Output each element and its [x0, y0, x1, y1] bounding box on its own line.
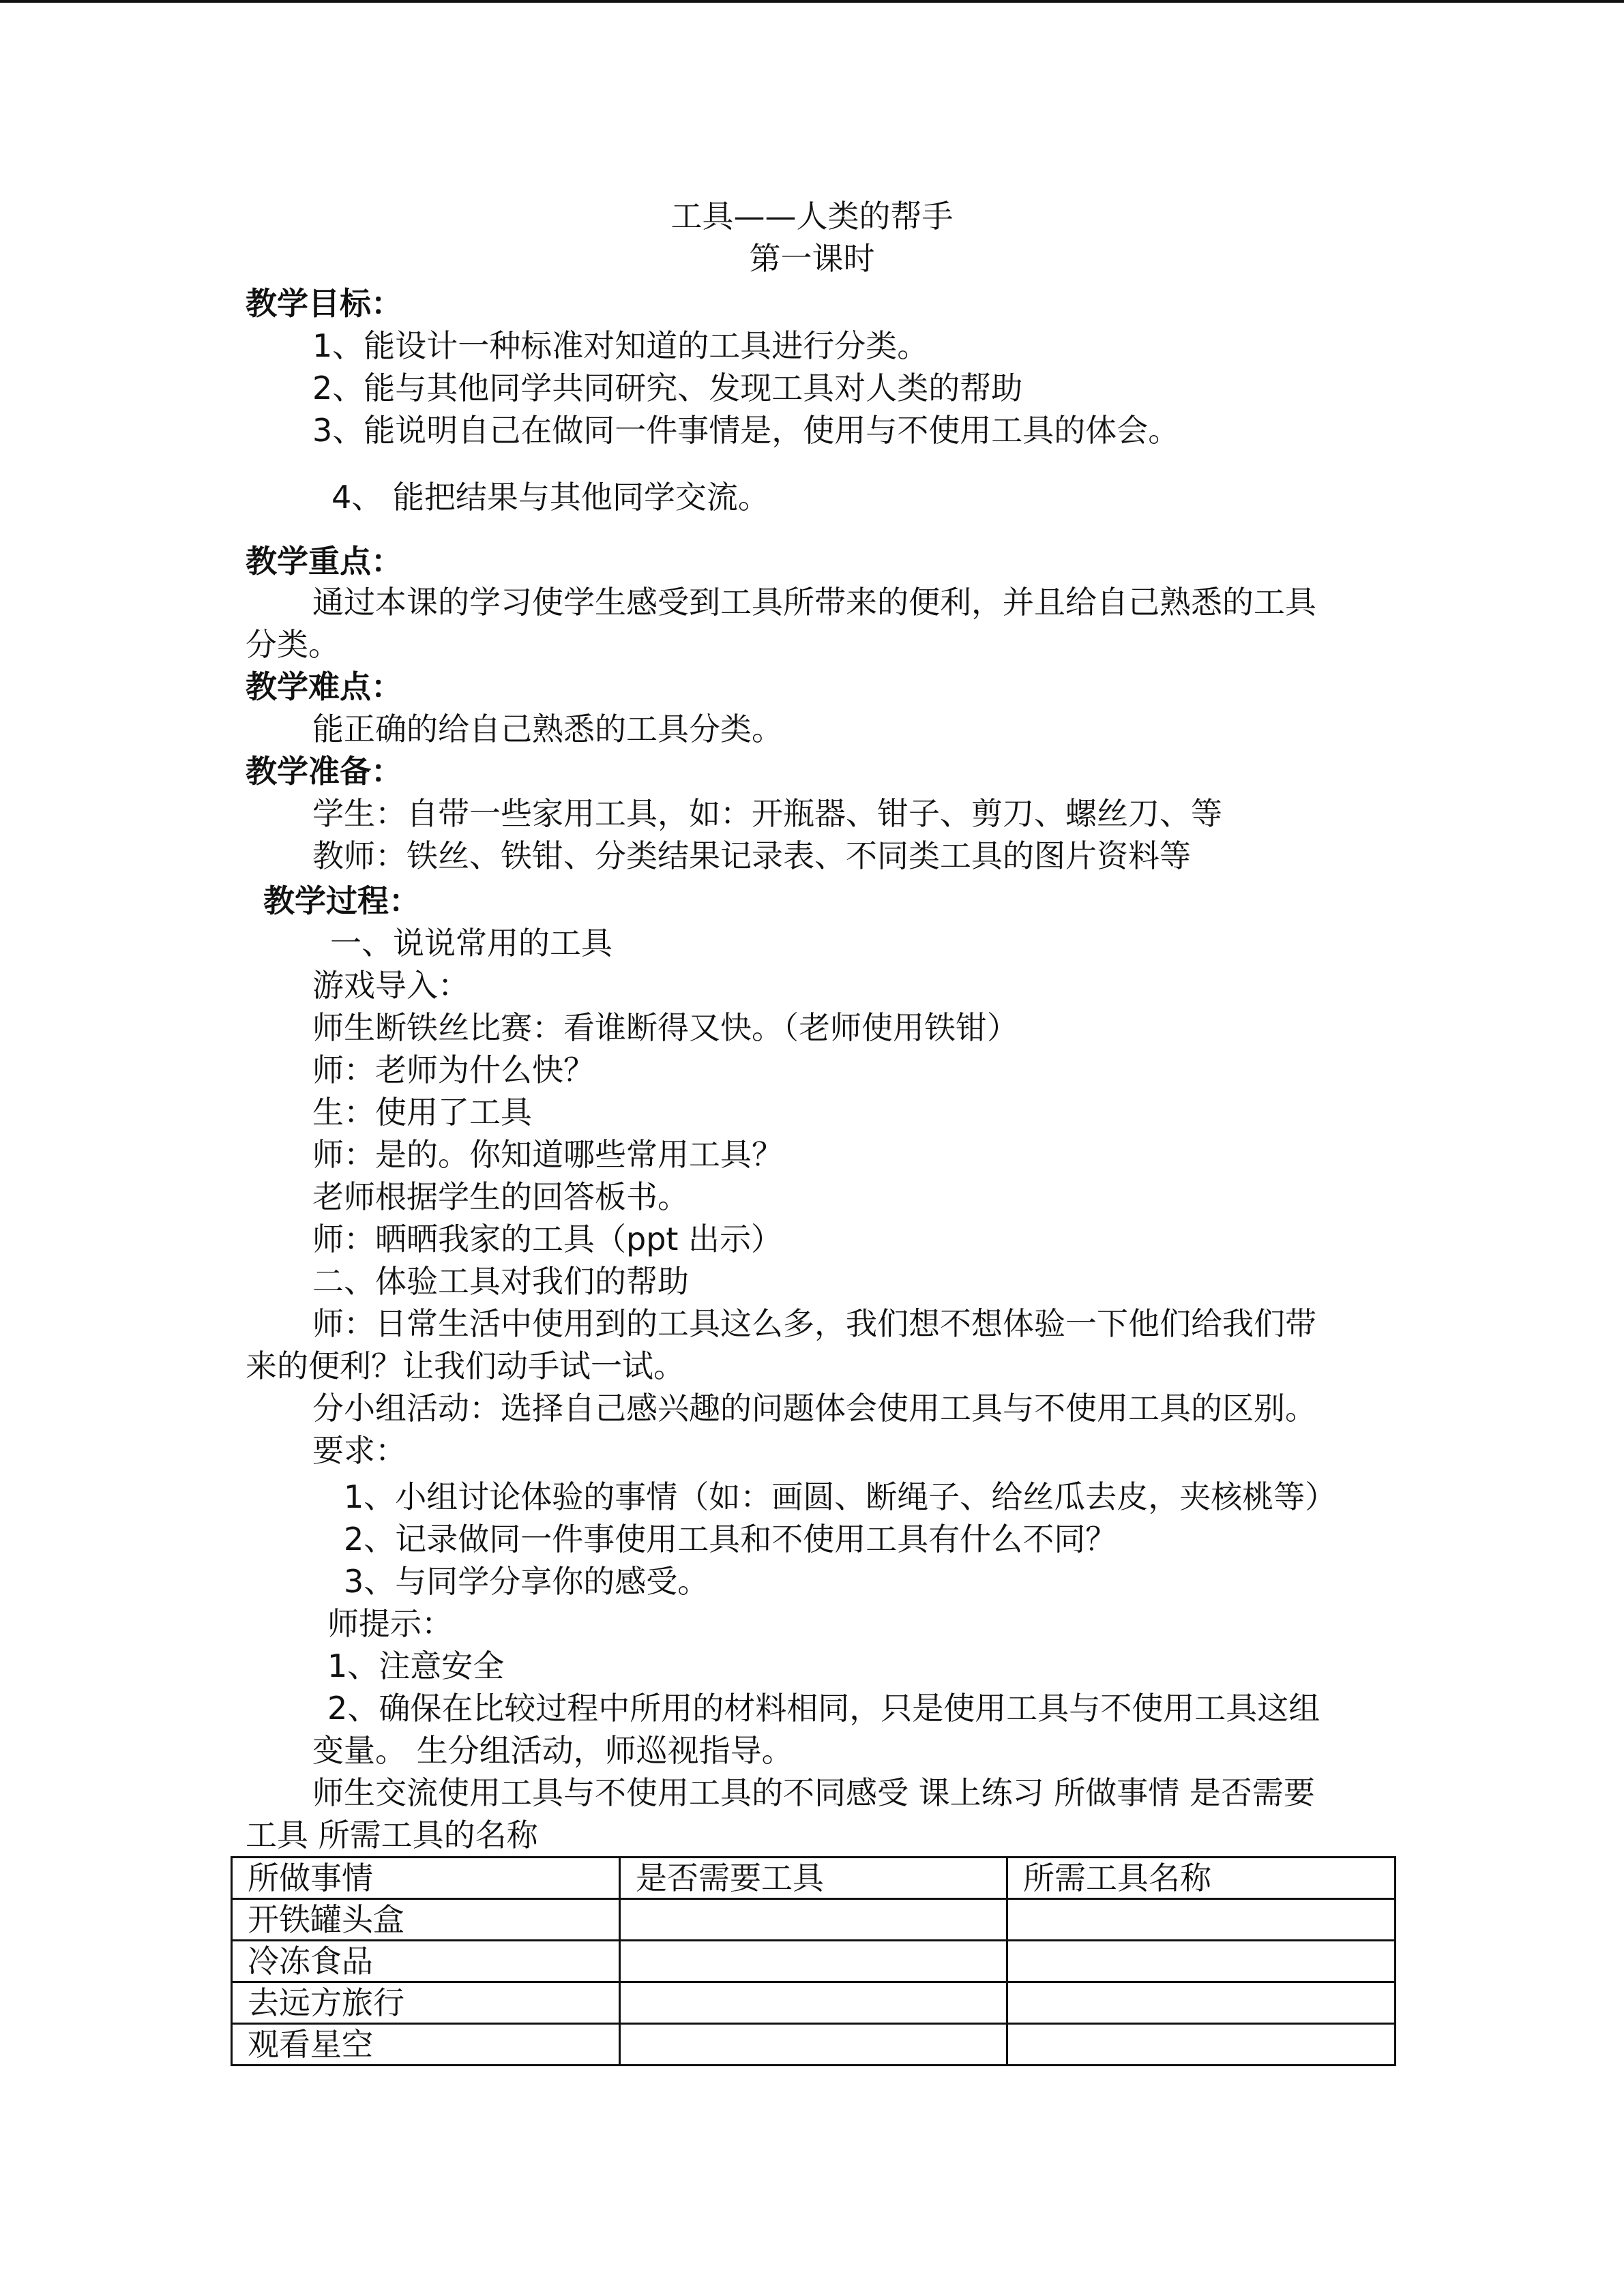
- table-cell: [620, 2024, 1007, 2066]
- table-header-cell: 是否需要工具: [620, 1858, 1007, 1899]
- objective-item: 3、能说明自己在做同一件事情是，使用与不使用工具的体会。: [312, 412, 1180, 449]
- process-line: 1、注意安全: [327, 1648, 505, 1684]
- table-cell: 开铁罐头盒: [232, 1899, 620, 1941]
- objectives-heading: 教学目标：: [246, 285, 402, 322]
- table-cell: [620, 1982, 1007, 2024]
- table-header-row: [232, 1858, 1396, 1899]
- process-line: 老师根据学生的回答板书。: [312, 1178, 689, 1215]
- key-point-text: 分类。: [246, 626, 340, 663]
- process-line: 2、记录做同一件事使用工具和不使用工具有什么不同？: [344, 1521, 1117, 1557]
- preparation-teacher: 教师：铁丝、铁钳、分类结果记录表、不同类工具的图片资料等: [312, 837, 1191, 874]
- objective-item: 1、能设计一种标准对知道的工具进行分类。: [312, 327, 929, 364]
- table-cell: [1007, 1899, 1396, 1941]
- practice-table: [231, 1856, 1396, 2066]
- difficulty-text: 能正确的给自己熟悉的工具分类。: [312, 711, 783, 747]
- table-cell: [1007, 1982, 1396, 2024]
- process-line: 要求：: [312, 1432, 407, 1469]
- table-cell: 去远方旅行: [232, 1982, 620, 2024]
- process-line: 1、小组讨论体验的事情（如：画圆、断绳子、给丝瓜去皮，夹核桃等）: [344, 1478, 1337, 1515]
- table-cell: 冷冻食品: [232, 1941, 620, 1982]
- table-cell: [620, 1899, 1007, 1941]
- process-line: 变量。 生分组活动，师巡视指导。: [312, 1732, 793, 1769]
- process-line: 游戏导入：: [312, 967, 469, 1004]
- process-heading: 教学过程：: [263, 882, 420, 919]
- table-cell: [1007, 1941, 1396, 1982]
- preparation-heading: 教学准备：: [246, 753, 402, 790]
- table-header-cell: 所需工具名称: [1007, 1858, 1396, 1899]
- process-line: 工具 所需工具的名称: [246, 1817, 538, 1853]
- key-point-text: 通过本课的学习使学生感受到工具所带来的便利，并且给自己熟悉的工具: [312, 584, 1316, 621]
- objective-item: 2、能与其他同学共同研究、发现工具对人类的帮助: [312, 370, 1023, 406]
- process-line: 师生断铁丝比赛：看谁断得又快。（老师使用铁钳）: [312, 1009, 1018, 1046]
- table-header-cell: 所做事情: [232, 1858, 620, 1899]
- table-cell: [620, 1941, 1007, 1982]
- document-subtitle: 第一课时: [749, 240, 875, 277]
- process-line: 3、与同学分享你的感受。: [344, 1563, 709, 1600]
- process-line: 师：晒晒我家的工具（ppt 出示）: [312, 1221, 783, 1257]
- process-line: 一、说说常用的工具: [330, 925, 612, 961]
- difficulty-heading: 教学难点：: [246, 668, 402, 705]
- key-point-heading: 教学重点：: [246, 543, 402, 580]
- table-row: [232, 2024, 1396, 2066]
- process-line: 师：是的。你知道哪些常用工具？: [312, 1136, 783, 1173]
- process-line: 师：老师为什么快？: [312, 1052, 595, 1088]
- process-line: 师提示：: [327, 1605, 453, 1642]
- preparation-student: 学生：自带一些家用工具，如：开瓶器、钳子、剪刀、螺丝刀、等: [312, 795, 1222, 832]
- process-line: 师生交流使用工具与不使用工具的不同感受 课上练习 所做事情 是否需要: [312, 1774, 1315, 1811]
- process-line: 分小组活动：选择自己感兴趣的问题体会使用工具与不使用工具的区别。: [312, 1390, 1316, 1427]
- table-row: [232, 1982, 1396, 2024]
- table-cell: 观看星空: [232, 2024, 620, 2066]
- table-row: [232, 1941, 1396, 1982]
- document-title: 工具——人类的帮手: [670, 198, 954, 235]
- objective-item: 4、 能把结果与其他同学交流。: [331, 479, 769, 516]
- top-border: [0, 0, 1624, 3]
- process-line: 来的便利？让我们动手试一试。: [246, 1347, 685, 1384]
- process-line: 2、确保在比较过程中所用的材料相同，只是使用工具与不使用工具这组: [327, 1690, 1320, 1727]
- process-line: 二、体验工具对我们的帮助: [312, 1263, 689, 1300]
- table-row: [232, 1899, 1396, 1941]
- table-cell: [1007, 2024, 1396, 2066]
- process-line: 师：日常生活中使用到的工具这么多，我们想不想体验一下他们给我们带: [312, 1305, 1316, 1342]
- process-line: 生：使用了工具: [312, 1094, 532, 1131]
